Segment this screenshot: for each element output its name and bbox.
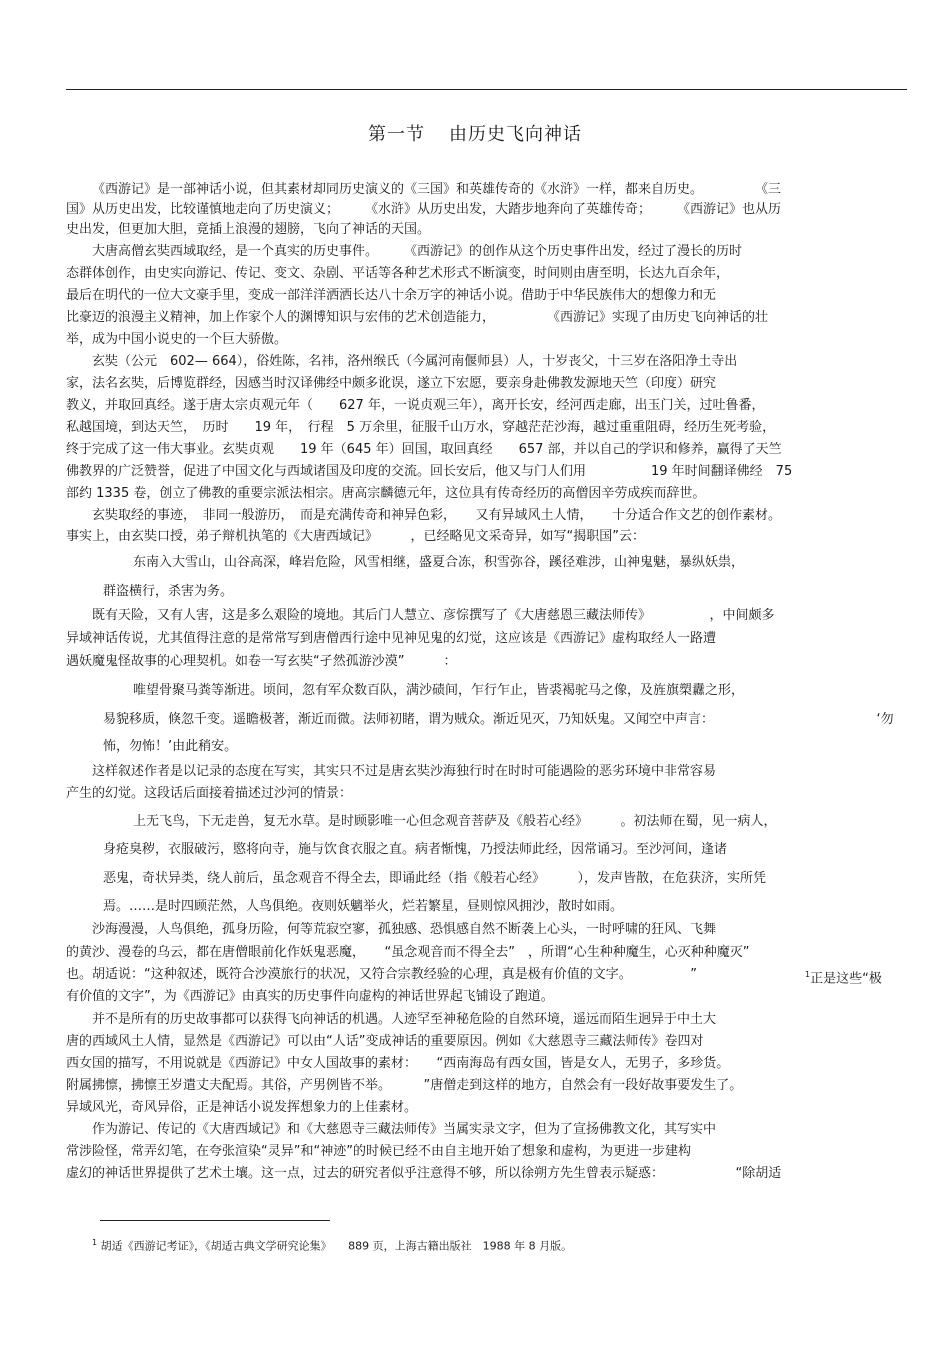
text-line: 并不是所有的历史故事都可以获得飞向神话的机遇。人迹罕至神秘危险的自然环境，遥远而陌生迥异于中土大 [92,1012,717,1027]
quote-line: 上无飞鸟，下无走兽，复无水草。是时顾影唯一心但念观音菩萨及《般若心经》 。初法师在蜀，见一病人， [133,814,777,829]
text-line: 私越国境，到达天竺， 历时 19 年， 行程 5 万余里，征服千山万水，穿越茫茫沙海，越过重重阻碍，经历生死考验， [66,420,776,435]
text-line: 《西游记》是一部神话小说，但其素材却同历史演义的《三国》和英雄传奇的《水浒》一样，都来自历史。 《三 [92,182,782,197]
quote-line: 易貌移质，倏忽千变。遥瞻极著，渐近而微。法师初睹，谓为贼众。渐近见灭，乃知妖鬼。又闻空中声言： ‘勿 [103,712,894,727]
text-line: 作为游记、传记的《大唐西域记》和《大慈恩寺三藏法师传》当属实录文字，但为了宣扬佛教文化，其写实中 [92,1122,717,1137]
text-line: 态群体创作，由史实向游记、传记、变文、杂剧、平话等各种艺术形式不断演变，时间则由唐至明，长达九百余年， [66,266,730,281]
footnote-rule [100,1220,330,1221]
section-number: 第一节 [368,124,425,145]
footnote-text: 胡适《西游记考证》，《胡适古典文学研究论集》 889 页，上海古籍出版社 1988 年 8 月版。 [100,1239,573,1253]
footnote-ref[interactable]: 1 [805,970,811,979]
text-line: 佛教界的广泛赞誉，促进了中国文化与西域诸国及印度的交流。回长安后，他又与门人们用 19 年时间翻译佛经 75 [66,464,793,479]
quote-line: 身疮臭秽，衣服破污，愍将向寺，施与饮食衣服之直。病者惭愧，乃授法师此经，因常诵习。至沙河间，逢诸 [103,842,728,857]
text-line: 玄奘取经的事迹， 非同一般游历， 而是充满传奇和神异色彩， 又有异域风土人情， 十分适合作文艺的创作素材。 [92,508,782,523]
footnote-marker: 1 [92,1238,98,1247]
text-line: 产生的幻觉。这段话后面接着描述过沙河的情景： [66,786,353,801]
text-line: 大唐高僧玄奘西域取经，是一个真实的历史事件。 《西游记》的创作从这个历史事件出发，经过了漫长的历时 [92,244,743,259]
text-line: 遇妖魔鬼怪故事的心理契机。如卷一写玄奘“孑然孤游沙漠” ： [66,654,457,669]
text-line: 有价值的文字”，为《西游记》由真实的历史事件向虚构的神话世界起飞铺设了跑道。 [66,989,554,1004]
text-line: 事实上，由玄奘口授，弟子辩机执笔的《大唐西域记》 ，已经略见文采奇异，如写“揭职国”云： [66,529,645,544]
text-line: 史出发，但更加大胆，竟插上浪漫的翅膀，飞向了神话的天国。 [66,222,431,237]
footnote [92,1234,907,1256]
text-line: 终于完成了这一伟大事业。玄奘贞观 19 年（645 年）回国，取回真经 657 部，并以自己的学识和修养，赢得了天竺 [66,442,782,457]
text-line: 异域神话传说，尤其值得注意的是常常写到唐僧西行途中见神见鬼的幻觉，这应该是《西游记》虚构取经人一路遭 [66,631,717,646]
text-line: 玄奘（公元 602— 664），俗姓陈，名祎，洛州缑氏（今属河南偃师县）人，十岁丧父，十三岁在洛阳净土寺出 [92,354,738,369]
text-line: 常涉险怪，常弄幻笔，在夸张渲染“灵异”和“神迹”的时候已经不由自主地开始了想象和虚构，为更进一步建构 [66,1144,691,1159]
text-line: 部约 1335 卷，创立了佛教的重要宗派法相宗。唐高宗麟德元年，这位具有传奇经历的高僧因辛劳成疾而辞世。 [66,486,706,501]
text-line: 唐的西域风土人情，显然是《西游记》可以由“人话”变成神话的重要原因。例如《大慈恩寺三藏法师传》卷四对 [66,1034,704,1049]
text-line: 教义，并取回真经。遂于唐太宗贞观元年（ 627 年，一说贞观三年），离开长安，经河西走廊，出玉门关，过吐鲁番， [66,398,765,413]
section-heading: 由历史飞向神话 [449,124,582,145]
section-title [0,122,950,148]
text-line: 国》从历史出发，比较谨慎地走向了历史演义； 《水浒》从历史出发，大踏步地奔向了英雄传奇； 《西游记》也从历 [66,202,782,217]
text-line-tail: $^1$正是这些“极 [805,970,882,987]
header-rule [66,89,907,90]
text-line: 最后在明代的一位大文豪手里，变成一部洋洋洒洒长达八十余万字的神话小说。借助于中华民族伟大的想像力和无 [66,288,717,303]
text-line: 西女国的描写，不用说就是《西游记》中女人国故事的素材： “西南海岛有西女国，皆是女人，无男子，多珍货。 [66,1056,730,1071]
quote-line: 怖，勿怖！’由此稍安。 [103,739,238,754]
text-line: 既有天险，又有人害，这是多么艰险的境地。其后门人慧立、彦悰撰写了《大唐慈恩三藏法师传》 ，中间颇多 [92,608,775,623]
text-line: 举，成为中国小说史的一个巨大骄傲。 [66,332,288,347]
quote-line: 唯望骨聚马粪等渐进。顷间，忽有军众数百队，满沙碛间，乍行乍止，皆裘褐驼马之像，及旌旗槊纛之形， [133,683,745,698]
text-line: 附属拂懔，拂懔王岁遣丈夫配焉。其俗，产男例皆不举。 ”唐僧走到这样的地方，自然会有一段好故事要发生了。 [66,1078,743,1093]
text-line: 这样叙述作者是以记录的态度在写实，其实只不过是唐玄奘沙海独行时在时时可能遇险的恶劣环境中非常容易 [92,764,717,779]
quote-line: 焉。……是时四顾茫然，人鸟俱绝。夜则妖魑举火，烂若繁星，昼则惊风拥沙，散时如雨。 [103,899,624,914]
text-line: 也。胡适说：“这种叙述，既符合沙漠旅行的状况，又符合宗教经验的心理，真是极有价值的文字。 ” [66,967,697,982]
text-line: 的黄沙、漫卷的乌云，都在唐僧眼前化作妖鬼恶魔， “虽念观音而不得全去” ，所谓“心生种种魔生，心灭种种魔灭” [66,945,750,960]
quote-line: 东南入大雪山，山谷高深，峰岩危险，风雪相继，盛夏合冻，积雪弥谷，蹊径难涉，山神鬼魅，暴纵妖祟， [133,555,745,570]
quote-line: 恶鬼，奇状异类，绕人前后，虽念观音不得全去，即诵此经（指《般若心经》 ），发声皆散，在危获济，实所凭 [103,871,767,886]
text-line: 异域风光，奇风异俗，正是神话小说发挥想象力的上佳素材。 [66,1100,418,1115]
text-line: 比豪迈的浪漫主义精神，加上作家个人的渊博知识与宏伟的艺术创造能力， 《西游记》实现了由历史飞向神话的壮 [66,310,769,325]
text-line: 虚幻的神话世界提供了艺术土壤。这一点，过去的研究者似乎注意得不够，所以徐朔方先生曾表示疑惑： “除胡适 [66,1166,782,1181]
quote-line: 群盗横行，杀害为务。 [103,584,234,599]
text-line: 沙海漫漫，人鸟俱绝，孤身历险，何等荒寂空寥，孤独感、恐惧感自然不断袭上心头，一时呼啸的狂风、飞舞 [92,922,717,937]
text-line: 家，法名玄奘，后博览群经，因感当时汉译佛经中颇多讹误，遂立下宏愿，要亲身赴佛教发源地天竺（印度）研究 [66,376,717,391]
